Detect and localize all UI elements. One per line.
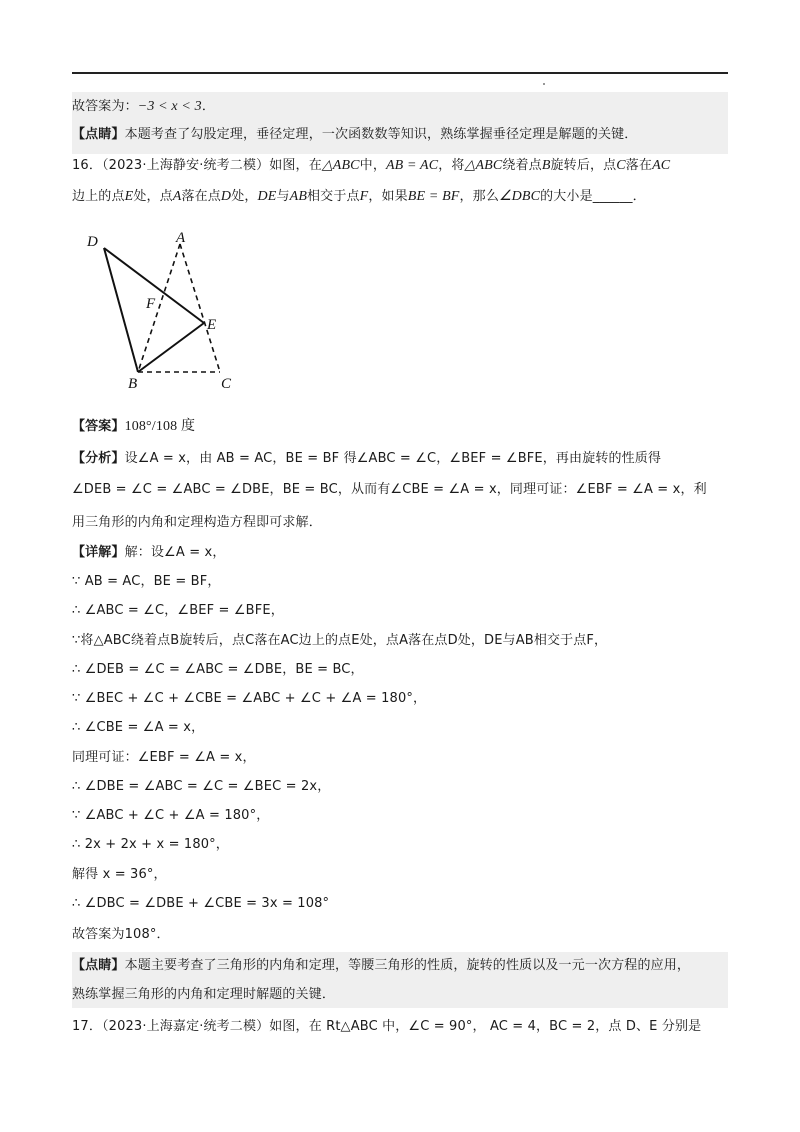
detail-text: 同理可证：∠EBF = ∠A = x， [72,750,256,765]
label-D: D [87,234,98,250]
detail-line-6 [72,719,204,737]
text-run: 中， [359,158,386,173]
q16-stem-line-1 [72,157,670,175]
detail-tag: 【详解】 [72,545,125,560]
text-run: 如图，在 [269,158,322,173]
text-run: 与 [276,189,290,204]
math-run: △ABC [464,158,503,173]
detail-line-3 [72,632,607,650]
detail-line-12 [72,895,329,913]
detail-text: ∴ ∠CBE = ∠A = x， [72,720,205,735]
math-run: B [541,158,551,173]
math-run: E [124,189,134,204]
detail-line-7 [72,749,256,767]
detail-line-4 [72,661,364,679]
text-run: 边上的点 [72,189,125,204]
label-A: A [176,230,186,246]
detail-line-10 [72,836,229,854]
text-run: ，那么 [459,189,499,204]
text-run: 处，点 [133,189,173,204]
question-text: 如图，在 Rt△ABC 中，∠C = 90°， AC = 4，BC = 2，点 D、E 分别是 [269,1019,702,1034]
detail-text: ∴ ∠DEB = ∠C = ∠ABC = ∠DBE，BE = BC， [72,662,364,677]
q17-stem-line [72,1018,701,1036]
detail-line-0 [72,544,226,562]
detail-line-9 [72,807,269,825]
detail-line-8 [72,778,330,796]
text-run: ，如果 [368,189,408,204]
answer-expr: −3 < x < 3 [137,99,202,114]
detail-line-1 [72,573,221,591]
comment-tag: 【点睛】 [72,958,125,973]
detail-line-13 [72,926,170,944]
math-run: ∠DBC [498,189,541,204]
analysis-line-3 [72,514,322,532]
analysis-text-3: 用三角形的内角和定理构造方程即可求解． [72,515,322,530]
p15-comment-line [72,126,637,144]
comment-text: 本题主要考查了三角形的内角和定理，等腰三角形的性质，旋转的性质以及一元一次方程的应用， [124,958,691,973]
comment-tag: 【点睛】 [72,127,125,142]
header-dot [543,83,545,85]
text-run: 落在点 [181,189,221,204]
text-run: 落在 [625,158,653,173]
detail-line-5 [72,690,426,708]
segment-AB [138,244,180,372]
q16-comment-line-1 [72,957,690,975]
analysis-text-2: ∠DEB = ∠C = ∠ABC = ∠DBE，BE = BC，从而有∠CBE = ∠A = x，同理可证：∠EBF = ∠A = x，利 [72,482,707,497]
punct: ． [201,99,215,114]
geometry-figure [82,230,242,398]
detail-text: ∴ ∠ABC = ∠C，∠BEF = ∠BFE， [72,603,284,618]
segment-AC [180,244,220,372]
text-run: 的大小是______． [540,189,646,204]
detail-text: ∴ 2x + 2x + x = 180°， [72,837,229,852]
math-run: DE [257,189,277,204]
header-rule [72,72,728,74]
p15-answer-line [72,98,215,116]
question-number: 16． [72,158,102,173]
text-run: 绕着点 [502,158,542,173]
detail-line-11 [72,866,167,884]
math-run: BE = BF [407,189,460,204]
math-run: F [359,189,369,204]
comment-text: 本题考查了勾股定理，垂径定理，一次函数数等知识，熟练掌握垂径定理是解题的关键． [124,127,638,142]
answer-line [72,418,195,436]
q16-stem-line-2 [72,188,646,206]
text-run: 相交于点 [307,189,360,204]
detail-text: ∵ ∠BEC + ∠C + ∠CBE = ∠ABC + ∠C + ∠A = 180°， [72,691,427,706]
answer-label: 故答案为： [72,99,138,114]
question-source: （2023·上海嘉定·统考二模） [102,1019,270,1034]
detail-text: 解：设∠A = x， [124,545,226,560]
label-F: F [146,296,156,312]
analysis-line-1 [72,450,661,468]
text-run: 处， [231,189,258,204]
detail-text: ∴ ∠DBE = ∠ABC = ∠C = ∠BEC = 2x， [72,779,331,794]
math-run: C [616,158,626,173]
math-run: AB = AC [385,158,439,173]
math-run: A [172,189,182,204]
q16-stem-text [269,158,670,173]
analysis-line-2 [72,481,707,499]
label-B: B [128,376,138,392]
answer-value: 108°/108 度 [124,419,196,434]
label-C: C [221,376,232,392]
detail-text: 故答案为108°． [72,927,170,942]
detail-line-2 [72,602,284,620]
segment-BE [138,323,204,372]
detail-text: ∵ ∠ABC + ∠C + ∠A = 180°， [72,808,270,823]
math-run: AB [289,189,308,204]
detail-text: ∴ ∠DBC = ∠DBE + ∠CBE = 3x = 108° [72,896,330,911]
math-run: △ABC [321,158,360,173]
detail-text: ∵将△ABC绕着点B旋转后，点C落在AC边上的点E处，点A落在点D处，DE与AB相交于点F， [72,633,608,648]
segment-DB [104,248,138,372]
math-run: AC [652,158,671,173]
label-E: E [207,317,217,333]
answer-tag: 【答案】 [72,419,125,434]
q16-comment-line-2 [72,986,335,1004]
comment-text: 熟练掌握三角形的内角和定理时解题的关键． [72,987,336,1002]
text-run: ，将 [438,158,465,173]
analysis-text-1: 设∠A = x，由 AB = AC，BE = BF 得∠ABC = ∠C，∠BEF = ∠BFE，再由旋转的性质得 [124,451,662,466]
math-run: D [220,189,232,204]
analysis-tag: 【分析】 [72,451,125,466]
text-run: 旋转后，点 [550,158,617,173]
question-source: （2023·上海静安·统考二模） [102,158,270,173]
question-number: 17． [72,1019,102,1034]
detail-text: ∵ AB = AC，BE = BF， [72,574,221,589]
detail-text: 解得 x = 36°， [72,867,167,882]
